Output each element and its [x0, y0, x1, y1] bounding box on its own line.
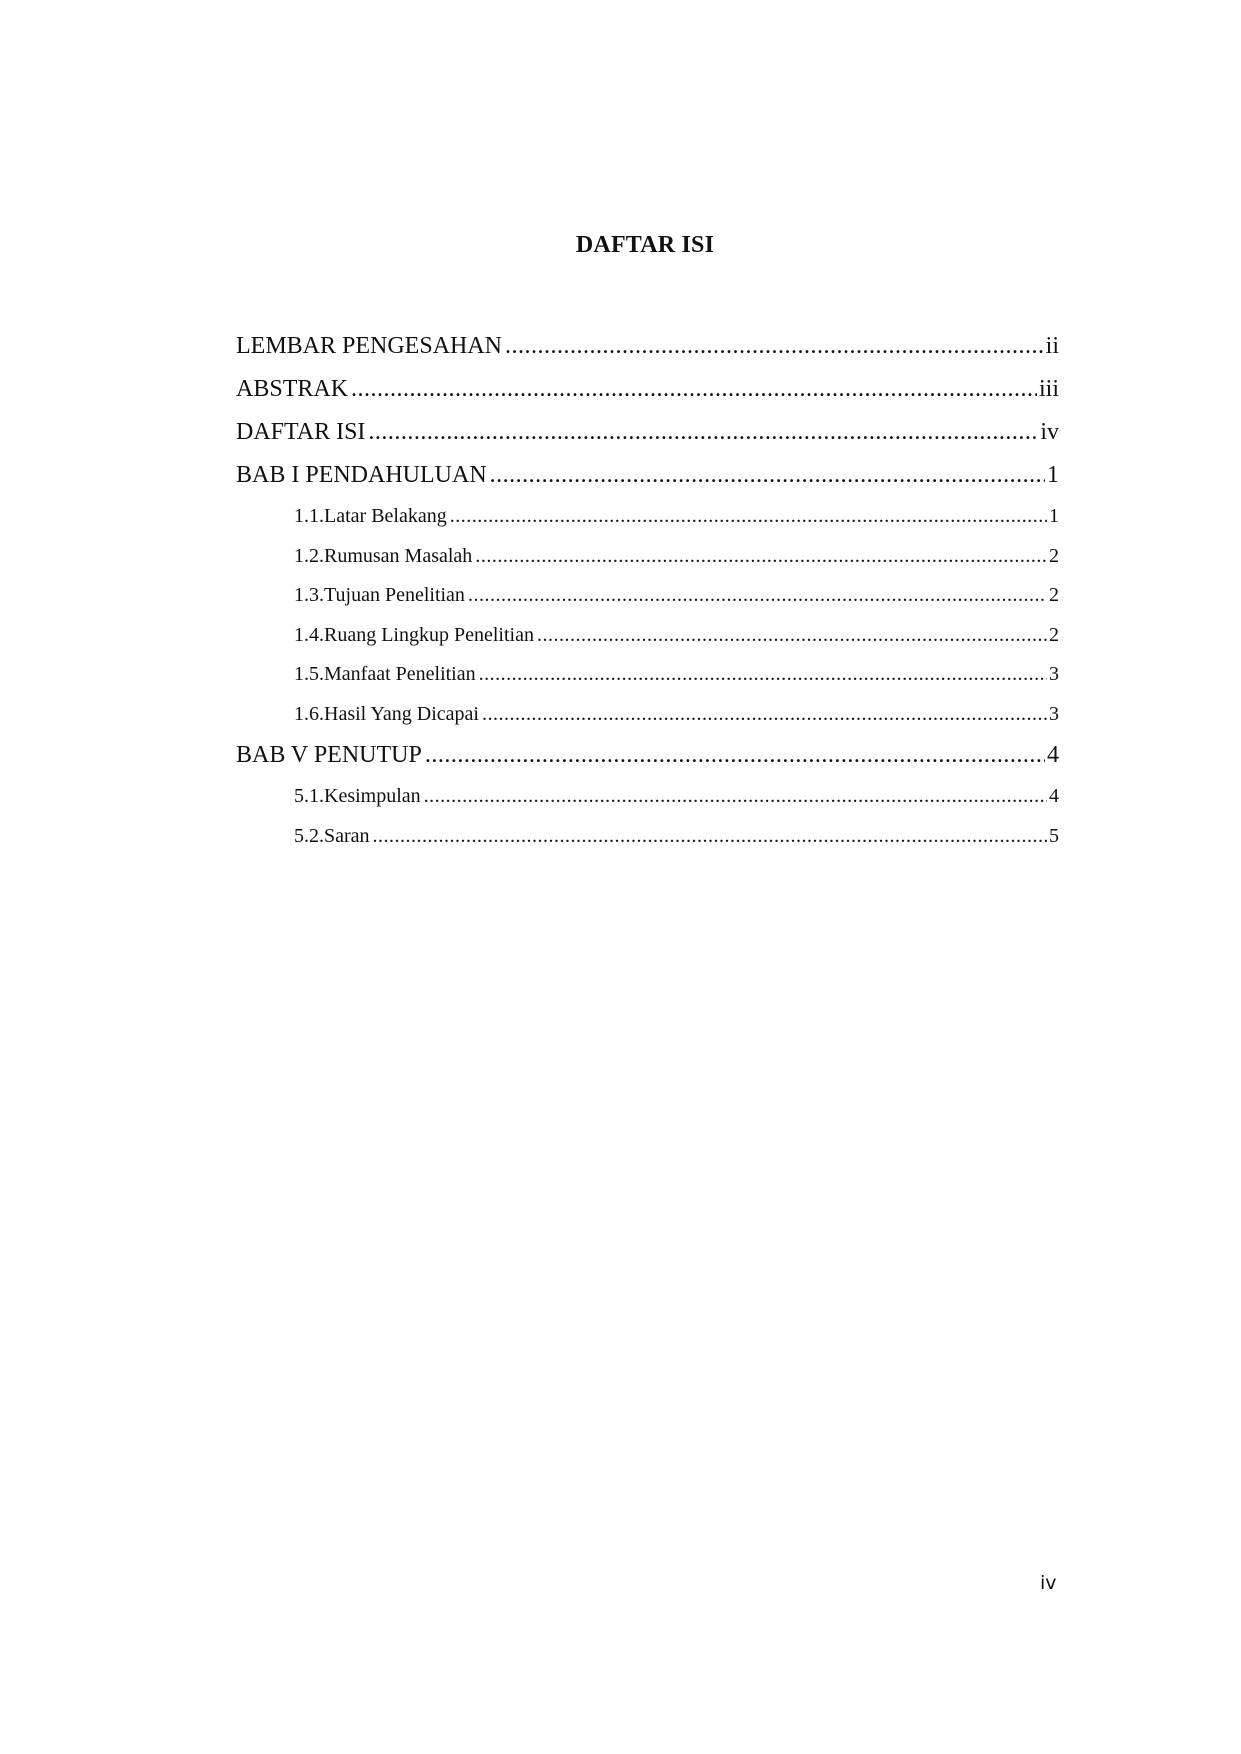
toc-entry-page: 5 [1049, 824, 1059, 847]
toc-entry-number: 1.4. [294, 623, 324, 646]
toc-entry-text: Manfaat Penelitian [324, 663, 476, 685]
dot-leader [368, 411, 1038, 454]
toc-entry-text: DAFTAR ISI [236, 419, 366, 445]
toc-entry-daftar-isi[interactable] [236, 411, 1059, 454]
toc-entry-page: 3 [1049, 663, 1059, 685]
page-number: iv [1040, 1572, 1057, 1594]
toc-entry-number: 1.5. [294, 663, 324, 685]
toc-entry-number: 1.6. [294, 702, 324, 725]
toc-entry-page: 1 [1049, 505, 1059, 527]
toc-entry-latar-belakang[interactable] [236, 497, 1059, 537]
toc-entry-rumusan-masalah[interactable] [236, 537, 1059, 577]
toc-entry-page: ii [1045, 333, 1059, 359]
toc-entry-page: 2 [1049, 623, 1059, 646]
toc-entry-text: BAB V PENUTUP [236, 742, 422, 768]
toc-entry-text: Latar Belakang [324, 505, 447, 527]
toc-entry-number: 1.2. [294, 544, 324, 567]
toc-entry-page: 3 [1049, 702, 1059, 725]
dot-leader [468, 576, 1047, 616]
toc-entry-text: Rumusan Masalah [324, 544, 473, 567]
toc-entry-page: iv [1040, 419, 1059, 445]
toc-entry-text: Ruang Lingkup Penelitian [324, 623, 534, 646]
dot-leader [450, 497, 1047, 537]
dot-leader [490, 454, 1045, 497]
dot-leader [505, 325, 1044, 368]
toc-entry-text: ABSTRAK [236, 376, 349, 402]
toc-entry-manfaat-penelitian[interactable] [236, 655, 1059, 695]
toc-entry-number: 1.3. [294, 584, 324, 606]
dot-leader [482, 695, 1047, 735]
dot-leader [425, 734, 1045, 777]
dot-leader [475, 537, 1047, 577]
toc-entry-lembar-pengesahan[interactable] [236, 325, 1059, 368]
toc-entry-text: BAB I PENDAHULUAN [236, 462, 487, 488]
toc-entry-kesimpulan[interactable] [236, 777, 1059, 817]
toc-entry-ruang-lingkup-penelitian[interactable] [236, 616, 1059, 656]
toc-entry-number: 1.1. [294, 505, 324, 527]
toc-entry-tujuan-penelitian[interactable] [236, 576, 1059, 616]
dot-leader [479, 655, 1047, 695]
toc-entry-page: 2 [1049, 584, 1059, 606]
toc-entry-text: Hasil Yang Dicapai [324, 702, 479, 725]
toc-entry-page: 4 [1049, 785, 1059, 807]
toc-entry-page: 4 [1047, 742, 1059, 768]
toc-entry-text: Tujuan Penelitian [324, 584, 465, 606]
toc-entry-bab-v-penutup[interactable] [236, 734, 1059, 777]
toc-entry-page: iii [1038, 376, 1059, 402]
toc-entry-page: 1 [1047, 462, 1059, 488]
dot-leader [537, 616, 1047, 656]
table-of-contents [236, 325, 1059, 856]
toc-entry-text: LEMBAR PENGESAHAN [236, 333, 503, 359]
toc-entry-bab-i-pendahuluan[interactable] [236, 454, 1059, 497]
dot-leader [424, 777, 1047, 817]
dot-leader [351, 368, 1037, 411]
dot-leader [373, 817, 1047, 857]
toc-entry-abstrak[interactable] [236, 368, 1059, 411]
toc-entry-text: Saran [324, 824, 370, 847]
page-title: DAFTAR ISI [575, 232, 715, 258]
toc-entry-number: 5.1. [294, 785, 324, 807]
toc-entry-number: 5.2. [294, 824, 324, 847]
toc-entry-page: 2 [1049, 544, 1059, 567]
toc-entry-hasil-yang-dicapai[interactable] [236, 695, 1059, 735]
toc-entry-text: Kesimpulan [324, 785, 421, 807]
toc-entry-saran[interactable] [236, 817, 1059, 857]
